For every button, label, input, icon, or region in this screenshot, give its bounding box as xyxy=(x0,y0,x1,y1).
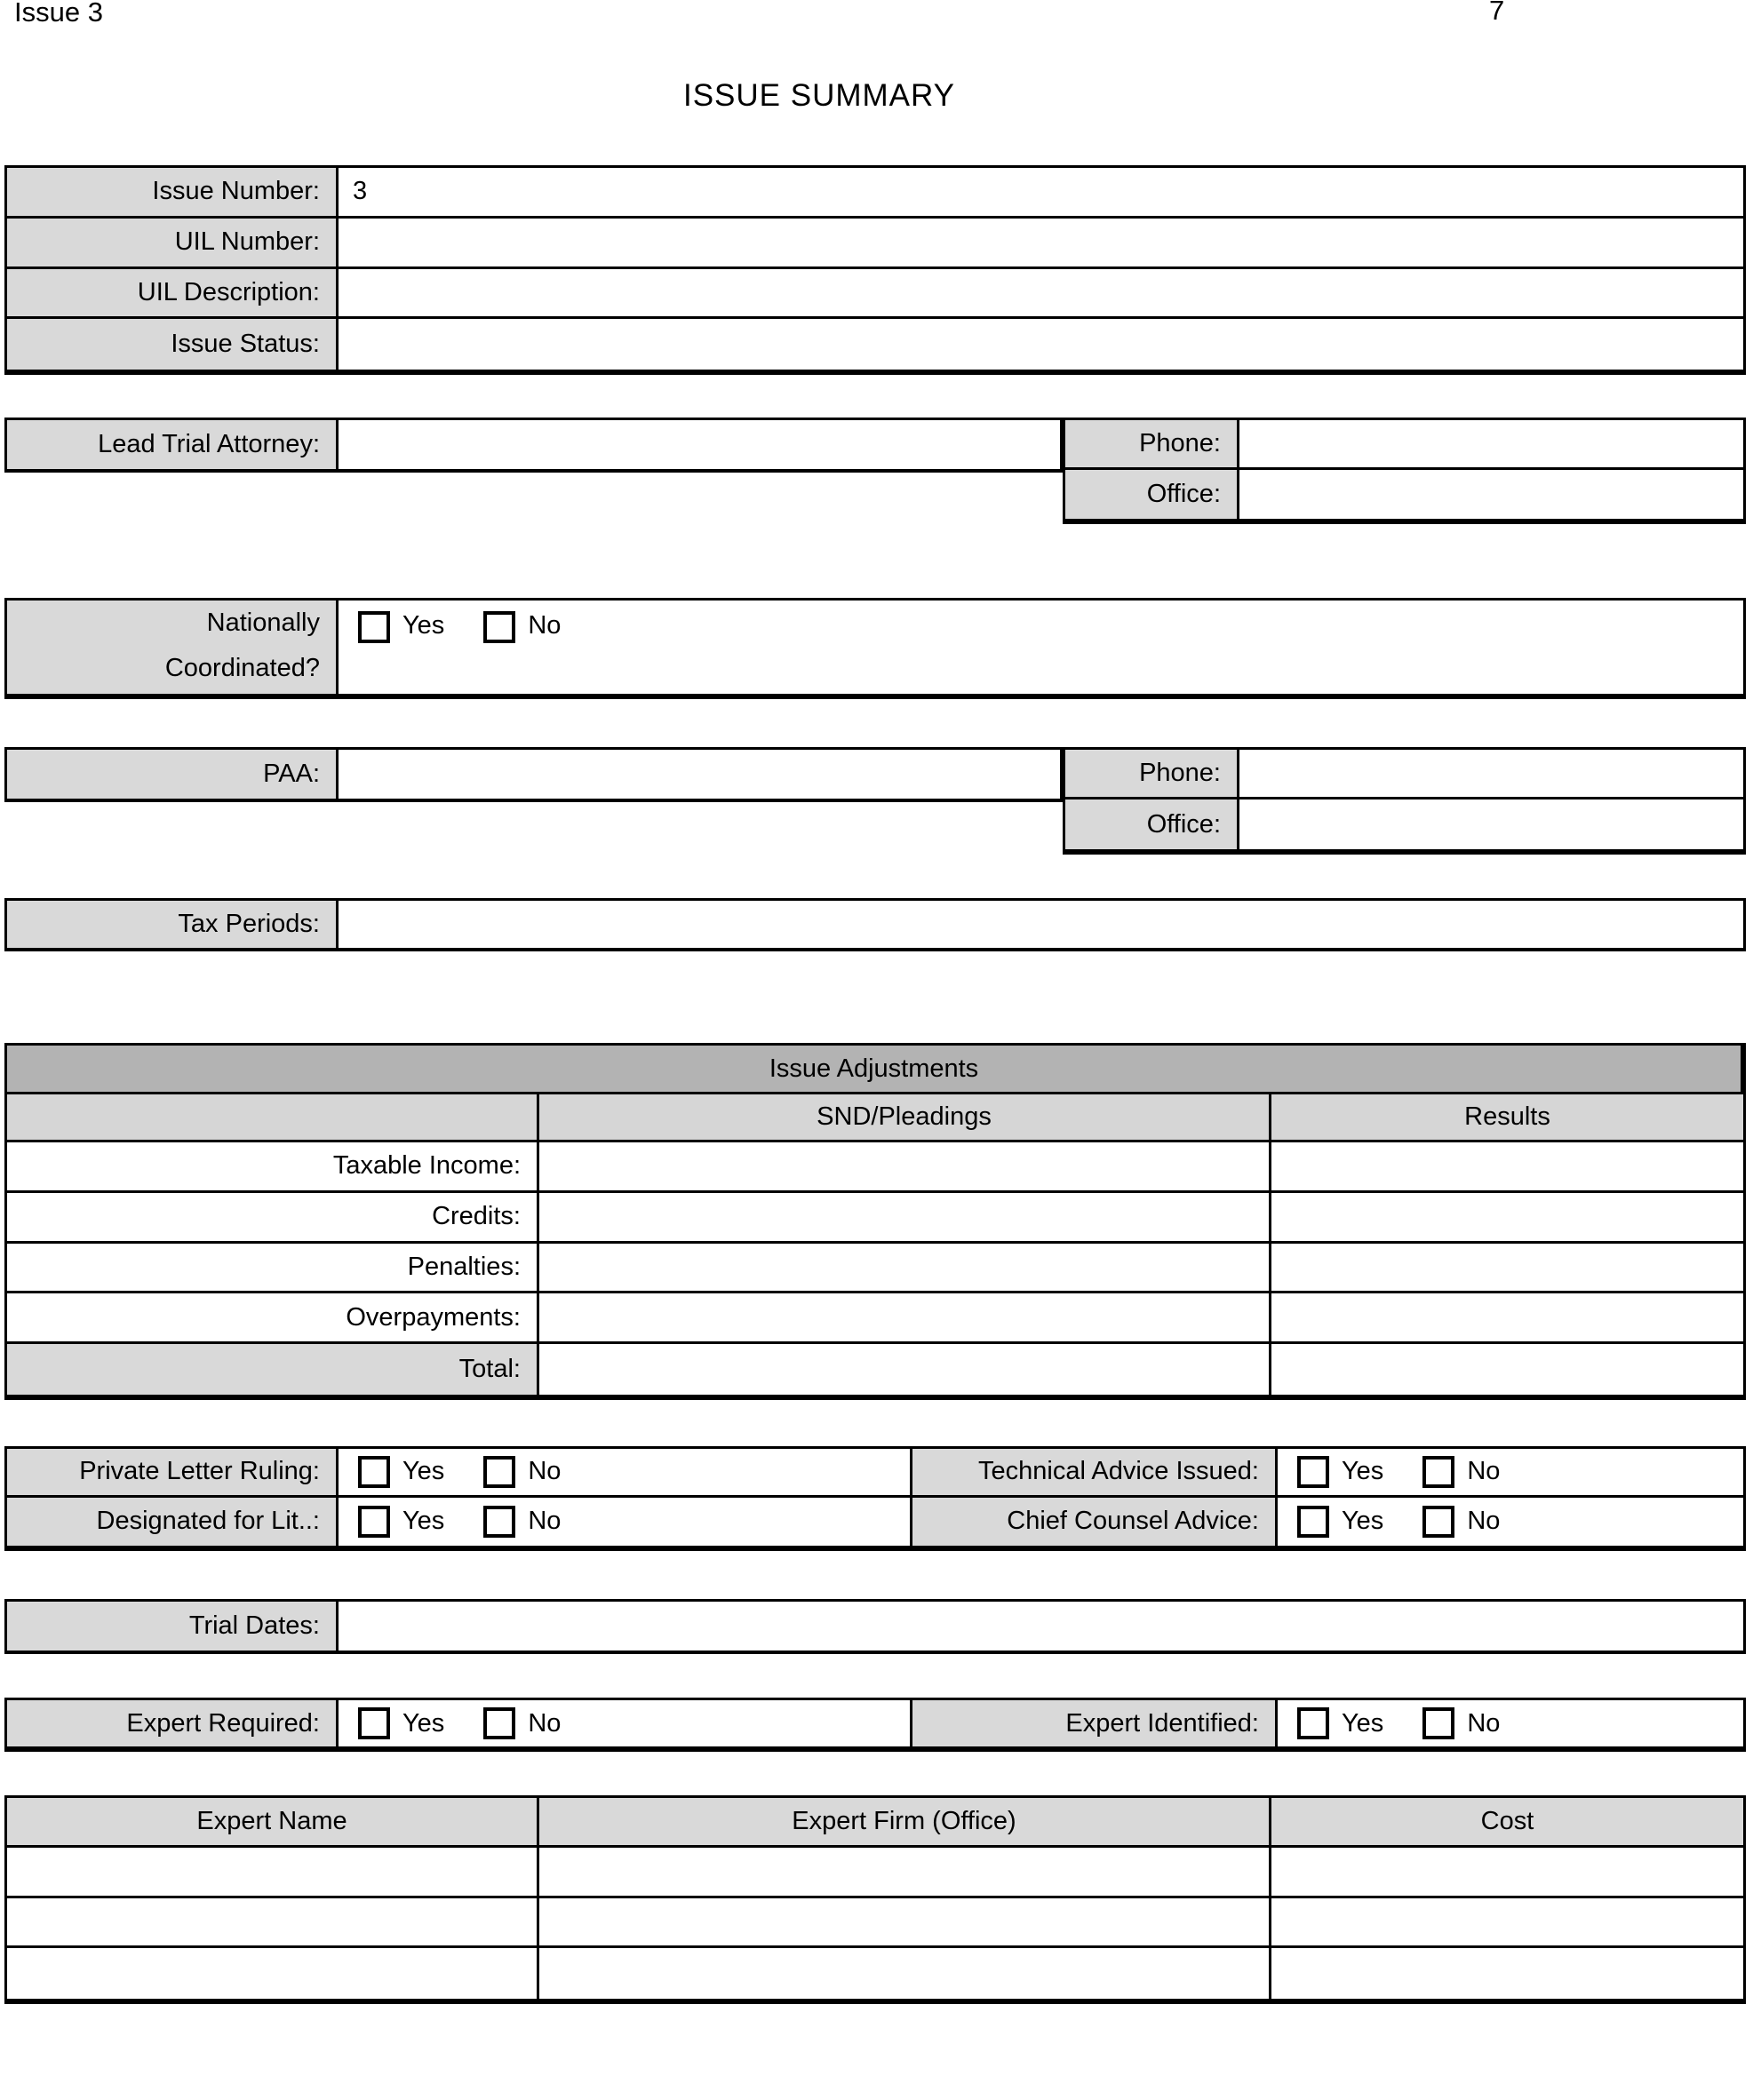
expert-table xyxy=(4,1795,1746,2004)
technical-advice-yes-checkbox[interactable] xyxy=(1297,1456,1329,1488)
overpayments-snd-field[interactable] xyxy=(539,1293,1271,1344)
no-label: No xyxy=(1467,1507,1501,1536)
overpayments-results-field[interactable] xyxy=(1271,1293,1743,1344)
yes-label: Yes xyxy=(1342,1708,1384,1738)
expert-identified-field xyxy=(1278,1700,1743,1746)
expert-flags-table xyxy=(4,1698,1746,1752)
paa-contact-table xyxy=(1063,747,1746,855)
issue-number-field[interactable]: 3 xyxy=(339,168,1743,219)
issue-info-table xyxy=(4,165,1746,375)
chief-counsel-advice-label: Chief Counsel Advice: xyxy=(912,1498,1278,1547)
paa-field[interactable] xyxy=(339,750,1060,799)
expert-required-label: Expert Required: xyxy=(7,1700,339,1746)
total-snd-field[interactable] xyxy=(539,1344,1271,1395)
designated-for-lit-label: Designated for Lit..: xyxy=(7,1498,339,1547)
uil-description-label: UIL Description: xyxy=(7,269,339,320)
no-label: No xyxy=(528,1708,562,1738)
lead-attorney-label: Lead Trial Attorney: xyxy=(7,420,339,469)
chief-counsel-advice-field xyxy=(1278,1498,1743,1547)
nationally-coordinated-no-checkbox[interactable] xyxy=(483,611,515,643)
credits-snd-field[interactable] xyxy=(539,1193,1271,1244)
lead-phone-field[interactable] xyxy=(1239,420,1743,470)
expert-firm-field-row1[interactable] xyxy=(539,1848,1271,1898)
no-label: No xyxy=(528,1457,562,1486)
tax-periods-label: Tax Periods: xyxy=(7,901,339,948)
paa-phone-label: Phone: xyxy=(1065,750,1239,799)
total-results-field[interactable] xyxy=(1271,1344,1743,1395)
results-header: Results xyxy=(1271,1094,1743,1142)
taxable-income-label: Taxable Income: xyxy=(7,1142,539,1193)
total-label: Total: xyxy=(7,1344,539,1395)
expert-firm-field-row2[interactable] xyxy=(539,1898,1271,1949)
expert-cost-header: Cost xyxy=(1271,1798,1743,1848)
expert-cost-field-row3[interactable] xyxy=(1271,1948,1743,1999)
credits-label: Credits: xyxy=(7,1193,539,1244)
credits-results-field[interactable] xyxy=(1271,1193,1743,1244)
expert-name-field-row1[interactable] xyxy=(7,1848,539,1898)
penalties-snd-field[interactable] xyxy=(539,1244,1271,1294)
paa-office-label: Office: xyxy=(1065,799,1239,849)
rulings-flags-table xyxy=(4,1446,1746,1551)
no-label: No xyxy=(528,1507,562,1536)
lead-attorney-contact-table xyxy=(1063,418,1746,524)
snd-pleadings-header: SND/Pleadings xyxy=(539,1094,1271,1142)
trial-dates-table xyxy=(4,1599,1746,1654)
penalties-results-field[interactable] xyxy=(1271,1244,1743,1294)
lead-attorney-field[interactable] xyxy=(339,420,1060,469)
expert-name-field-row3[interactable] xyxy=(7,1948,539,1999)
nationally-coordinated-field xyxy=(339,601,1743,694)
no-label: No xyxy=(528,611,562,640)
chief-counsel-advice-yes-checkbox[interactable] xyxy=(1297,1506,1329,1538)
expert-identified-no-checkbox[interactable] xyxy=(1422,1707,1454,1739)
page-number: 7 xyxy=(1489,0,1505,26)
nationally-coordinated-label-line2: Coordinated? xyxy=(164,654,320,682)
trial-dates-field[interactable] xyxy=(339,1602,1743,1651)
yes-label: Yes xyxy=(402,611,445,640)
chief-counsel-advice-no-checkbox[interactable] xyxy=(1422,1506,1454,1538)
paa-phone-field[interactable] xyxy=(1239,750,1743,799)
expert-required-yes-checkbox[interactable] xyxy=(358,1707,390,1739)
expert-name-header: Expert Name xyxy=(7,1798,539,1848)
issue-status-label: Issue Status: xyxy=(7,319,339,370)
expert-identified-yes-checkbox[interactable] xyxy=(1297,1707,1329,1739)
taxable-income-results-field[interactable] xyxy=(1271,1142,1743,1193)
designated-for-lit-yes-checkbox[interactable] xyxy=(358,1506,390,1538)
uil-number-label: UIL Number: xyxy=(7,219,339,269)
private-letter-ruling-no-checkbox[interactable] xyxy=(483,1456,515,1488)
nationally-coordinated-label xyxy=(7,601,339,694)
expert-firm-field-row3[interactable] xyxy=(539,1948,1271,1999)
tax-periods-field[interactable] xyxy=(339,901,1743,948)
lead-attorney-table xyxy=(4,418,1063,473)
expert-cost-field-row2[interactable] xyxy=(1271,1898,1743,1949)
expert-required-no-checkbox[interactable] xyxy=(483,1707,515,1739)
yes-label: Yes xyxy=(402,1708,445,1738)
nationally-coordinated-table xyxy=(4,598,1746,699)
nationally-coordinated-yes-checkbox[interactable] xyxy=(358,611,390,643)
issue-adjustments-corner-cell xyxy=(7,1094,539,1142)
yes-label: Yes xyxy=(1342,1457,1384,1486)
tax-periods-table xyxy=(4,898,1746,951)
designated-for-lit-field xyxy=(339,1498,912,1547)
technical-advice-no-checkbox[interactable] xyxy=(1422,1456,1454,1488)
paa-office-field[interactable] xyxy=(1239,799,1743,849)
penalties-label: Penalties: xyxy=(7,1244,539,1294)
lead-office-label: Office: xyxy=(1065,470,1239,520)
expert-identified-label: Expert Identified: xyxy=(912,1700,1278,1746)
expert-cost-field-row1[interactable] xyxy=(1271,1848,1743,1898)
taxable-income-snd-field[interactable] xyxy=(539,1142,1271,1193)
paa-label: PAA: xyxy=(7,750,339,799)
issue-status-field[interactable] xyxy=(339,319,1743,370)
technical-advice-field xyxy=(1278,1449,1743,1498)
trial-dates-label: Trial Dates: xyxy=(7,1602,339,1651)
yes-label: Yes xyxy=(402,1507,445,1536)
private-letter-ruling-label: Private Letter Ruling: xyxy=(7,1449,339,1498)
designated-for-lit-no-checkbox[interactable] xyxy=(483,1506,515,1538)
private-letter-ruling-yes-checkbox[interactable] xyxy=(358,1456,390,1488)
page-title: ISSUE SUMMARY xyxy=(682,78,956,113)
issue-number-label: Issue Number: xyxy=(7,168,339,219)
uil-description-field[interactable] xyxy=(339,269,1743,320)
nationally-coordinated-label-line1: Nationally xyxy=(206,609,320,637)
yes-label: Yes xyxy=(1342,1507,1384,1536)
expert-firm-header: Expert Firm (Office) xyxy=(539,1798,1271,1848)
uil-number-field[interactable] xyxy=(339,219,1743,269)
no-label: No xyxy=(1467,1708,1501,1738)
issue-adjustments-table xyxy=(4,1043,1746,1400)
expert-name-field-row2[interactable] xyxy=(7,1898,539,1949)
expert-required-field xyxy=(339,1700,912,1746)
issue-adjustments-title: Issue Adjustments xyxy=(7,1046,1743,1094)
yes-label: Yes xyxy=(402,1457,445,1486)
lead-office-field[interactable] xyxy=(1239,470,1743,520)
paa-table xyxy=(4,747,1063,802)
overpayments-label: Overpayments: xyxy=(7,1293,539,1344)
running-header-issue: Issue 3 xyxy=(14,0,103,28)
private-letter-ruling-field xyxy=(339,1449,912,1498)
technical-advice-label: Technical Advice Issued: xyxy=(912,1449,1278,1498)
no-label: No xyxy=(1467,1457,1501,1486)
lead-phone-label: Phone: xyxy=(1065,420,1239,470)
